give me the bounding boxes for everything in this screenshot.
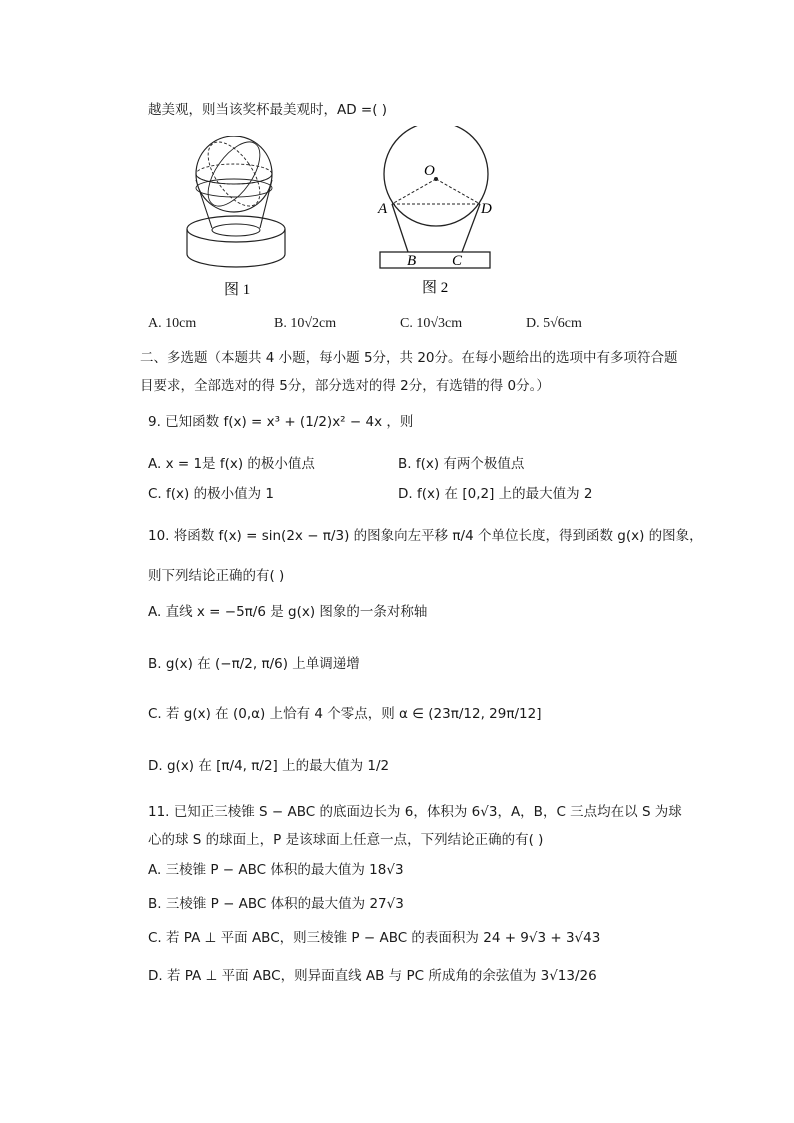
q10-option-a: A. 直线 x = −5π/6 是 g(x) 图象的一条对称轴 <box>148 604 428 620</box>
q11-option-c: C. 若 PA ⊥ 平面 ABC，则三棱锥 P − ABC 的表面积为 24 + 9√3 + 3√43 <box>148 930 601 946</box>
label-D: D <box>481 201 492 217</box>
q8-option-a: A. 10cm <box>148 316 197 331</box>
q10-stem: 10. 将函数 f(x) = sin(2x − π/3) 的图象向左平移 π/4 个单位长度，得到函数 g(x) 的图象， <box>148 528 703 544</box>
section-header-line-1: 二、多选题（本题共 4 小题，每小题 5分，共 20分。在每小题给出的选项中有多项符合题 <box>140 350 678 366</box>
q10-option-b: B. g(x) 在 (−π/2, π/6) 上单调递增 <box>148 656 360 672</box>
q11-option-a: A. 三棱锥 P − ABC 体积的最大值为 18√3 <box>148 862 404 878</box>
q8-stem-tail: 越美观，则当该奖杯最美观时，AD =( ) <box>148 102 388 118</box>
figure-2-section <box>376 126 501 301</box>
q11-option-b: B. 三棱锥 P − ABC 体积的最大值为 27√3 <box>148 896 404 912</box>
section-header-line-2: 目要求，全部选对的得 5分，部分选对的得 2分，有选错的得 0分。） <box>140 378 550 394</box>
label-A: A <box>378 201 388 217</box>
figure-1-trophy <box>180 136 300 301</box>
q11-stem: 11. 已知正三棱锥 S − ABC 的底面边长为 6，体积为 6√3，A，B，C 三点均在以 S 为球 <box>148 804 682 820</box>
q11-option-d: D. 若 PA ⊥ 平面 ABC，则异面直线 AB 与 PC 所成角的余弦值为 3√13/26 <box>148 968 597 984</box>
q8-option-c: C. 10√3cm <box>400 316 463 331</box>
label-B: B <box>407 253 417 269</box>
q10-stem-2: 则下列结论正确的有( ) <box>148 568 285 584</box>
figure-2-caption: 图 2 <box>422 280 449 296</box>
label-O: O <box>424 163 435 179</box>
figure-1-caption: 图 1 <box>224 282 251 298</box>
q10-option-c: C. 若 g(x) 在 (0,α) 上恰有 4 个零点，则 α ∈ (23π/12, 29π/12] <box>148 706 542 722</box>
q10-option-d: D. g(x) 在 [π/4, π/2] 上的最大值为 1/2 <box>148 758 390 774</box>
q8-option-d: D. 5√6cm <box>526 316 582 331</box>
label-C: C <box>452 253 463 269</box>
q9-option-c: C. f(x) 的极小值为 1 <box>148 486 274 502</box>
q8-option-b: B. 10√2cm <box>274 316 337 331</box>
q9-option-d: D. f(x) 在 [0,2] 上的最大值为 2 <box>398 486 593 502</box>
q9-option-a: A. x = 1是 f(x) 的极小值点 <box>148 456 315 472</box>
q11-stem-2: 心的球 S 的球面上，P 是该球面上任意一点，下列结论正确的有( ) <box>148 832 544 848</box>
q9-stem: 9. 已知函数 f(x) = x³ + (1/2)x² − 4x ，则 <box>148 414 414 430</box>
q9-option-b: B. f(x) 有两个极值点 <box>398 456 525 472</box>
